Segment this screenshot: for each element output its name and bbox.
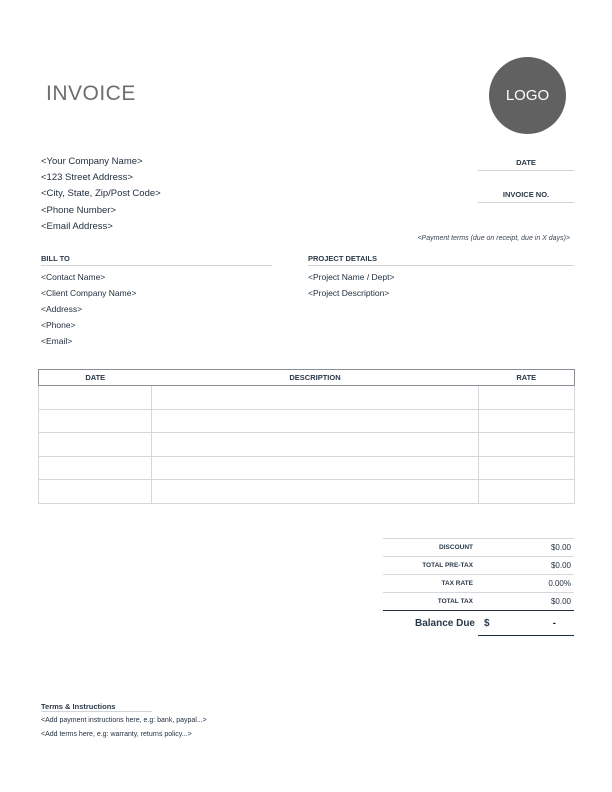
payment-terms: <Payment terms (due on receipt, due in X days)> [417, 235, 570, 242]
balance-due-value: - [552, 617, 556, 629]
cell-description[interactable] [152, 386, 479, 410]
cell-date[interactable] [39, 480, 152, 504]
table-row [39, 456, 575, 480]
header-rate: RATE [479, 370, 575, 386]
tax-rate-value[interactable]: 0.00% [548, 579, 571, 588]
terms-policy: <Add terms here, e.g: warranty, returns policy...> [41, 731, 192, 738]
date-field-line [478, 170, 574, 171]
table-row [39, 409, 575, 433]
cell-date[interactable] [39, 456, 152, 480]
terms-heading: Terms & Instructions [41, 702, 116, 711]
invoice-no-field-line [478, 202, 574, 203]
company-email: <Email Address> [41, 220, 113, 232]
line-items-table [38, 369, 575, 504]
date-label: DATE [516, 158, 536, 167]
total-tax-label: TOTAL TAX [437, 598, 473, 605]
balance-currency-symbol: $ [484, 617, 490, 629]
cell-description[interactable] [152, 480, 479, 504]
cell-description[interactable] [152, 456, 479, 480]
project-description: <Project Description> [308, 288, 390, 299]
cell-date[interactable] [39, 409, 152, 433]
bill-to-heading: BILL TO [41, 254, 70, 263]
cell-date[interactable] [39, 433, 152, 457]
bill-to-contact: <Contact Name> [41, 272, 106, 282]
company-block [41, 154, 161, 235]
totals-row-discount [383, 538, 574, 556]
table-header-row [39, 370, 575, 386]
bill-to-phone: <Phone> [41, 320, 76, 331]
table-row [39, 433, 575, 457]
discount-value[interactable]: $0.00 [550, 543, 571, 552]
cell-rate[interactable] [479, 409, 575, 433]
totals-row-pretax [383, 556, 574, 574]
total-pretax-label: TOTAL PRE-TAX [422, 562, 473, 569]
project-name: <Project Name / Dept> [308, 272, 395, 282]
project-details-divider [308, 265, 574, 266]
total-pretax-value[interactable]: $0.00 [550, 561, 571, 570]
totals-row-total-tax [383, 592, 574, 611]
bill-to-company: <Client Company Name> [41, 288, 137, 299]
cell-description[interactable] [152, 409, 479, 433]
bill-to-address: <Address> [41, 304, 83, 315]
cell-rate[interactable] [479, 480, 575, 504]
totals-block [383, 538, 574, 611]
table-row [39, 386, 575, 410]
cell-rate[interactable] [479, 456, 575, 480]
cell-rate[interactable] [479, 386, 575, 410]
cell-description[interactable] [152, 433, 479, 457]
project-details-block [308, 269, 394, 301]
cell-rate[interactable] [479, 433, 575, 457]
logo-placeholder: LOGO [489, 57, 566, 134]
invoice-no-label: INVOICE NO. [502, 190, 550, 199]
balance-due-row [383, 612, 574, 634]
payment-instructions: <Add payment instructions here, e.g: bank, paypal...> [41, 717, 207, 724]
project-details-heading: PROJECT DETAILS [308, 254, 378, 263]
table-row [39, 480, 575, 504]
company-city: <City, State, Zip/Post Code> [41, 188, 161, 200]
bill-to-divider [41, 265, 272, 266]
totals-row-tax-rate [383, 574, 574, 592]
balance-underline [478, 635, 574, 636]
header-description: DESCRIPTION [152, 370, 479, 386]
bill-to-block [41, 269, 136, 349]
total-tax-value[interactable]: $0.00 [550, 597, 571, 606]
company-phone: <Phone Number> [41, 204, 116, 216]
company-name: <Your Company Name> [41, 156, 143, 167]
balance-due-label: Balance Due [414, 617, 475, 629]
terms-divider [41, 711, 152, 712]
header-date: DATE [39, 370, 152, 386]
invoice-title: INVOICE [46, 82, 136, 105]
bill-to-email: <Email> [41, 336, 73, 347]
cell-date[interactable] [39, 386, 152, 410]
terms-block [41, 714, 207, 742]
company-street: <123 Street Address> [41, 172, 133, 184]
tax-rate-label: TAX RATE [441, 580, 473, 587]
discount-label: DISCOUNT [439, 544, 473, 551]
